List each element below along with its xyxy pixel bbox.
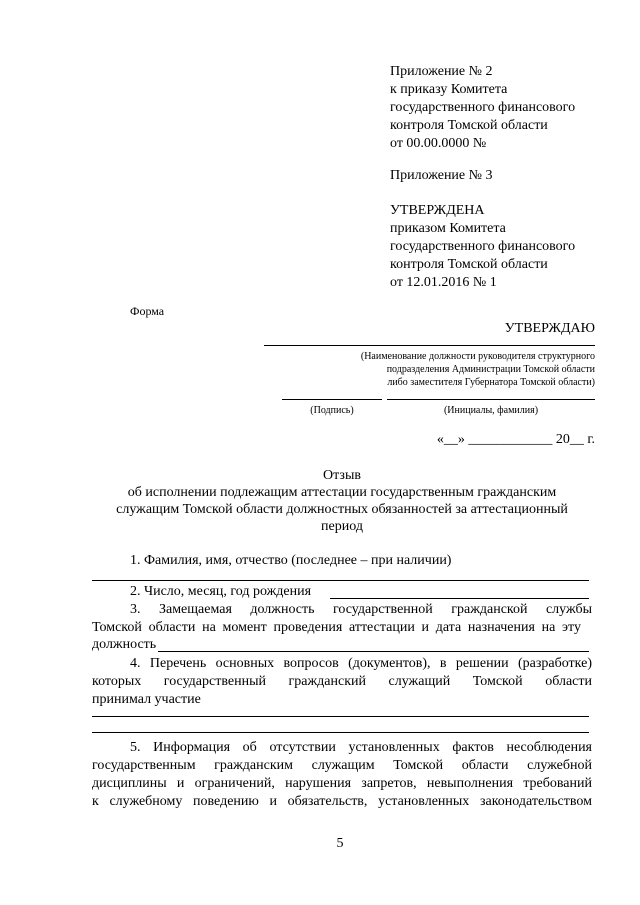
title-line: служащим Томской области должностных обязанностей за аттестационный: [116, 502, 568, 517]
item-4-fill-line: [92, 732, 589, 733]
approval-heading: УТВЕРЖДАЮ: [504, 321, 595, 336]
item-5-line: к служебному поведению и обязательств, установленных законодательством: [92, 794, 592, 809]
item-2-fill-line: [330, 598, 589, 599]
item-3-line: 3. Замещаемая должность государственной гражданской службы: [130, 602, 592, 617]
item-4-fill-line: [92, 716, 589, 717]
item-4-line: 4. Перечень основных вопросов (документов), в решении (разработке): [130, 656, 592, 671]
item-4-line: которых государственный гражданский служащий Томской области: [92, 674, 592, 689]
title-line: период: [321, 519, 363, 534]
appendix-2-title: Приложение № 2: [390, 64, 493, 79]
item-5-line: 5. Информация об отсутствии установленных фактов несоблюдения: [130, 740, 592, 755]
item-1-fill-line: [92, 580, 589, 581]
item-3-line: должность: [92, 637, 157, 652]
approval-date: «__» ____________ 20__ г.: [436, 432, 595, 447]
position-caption: подразделения Администрации Томской области: [386, 364, 595, 375]
appendix-2-date: от 00.00.0000 №: [390, 136, 487, 151]
appendix-2-line: к приказу Комитета: [390, 82, 508, 97]
item-2-label: 2. Число, месяц, год рождения: [130, 584, 312, 599]
appendix-2-line: государственного финансового: [390, 100, 576, 115]
appendix-3-line: приказом Комитета: [390, 221, 506, 236]
signature-line: [282, 399, 382, 400]
item-3-fill-line: [158, 651, 589, 652]
approved-heading: УТВЕРЖДЕНА: [390, 203, 485, 218]
signature-caption: (Подпись): [310, 405, 354, 416]
item-3-line: Томской области на момент проведения аттестации и дата назначения на эту: [92, 620, 581, 635]
item-5-line: государственным гражданским служащим Томской области служебной: [92, 758, 592, 773]
position-caption: (Наименование должности руководителя структурного: [360, 351, 595, 362]
appendix-3-line: контроля Томской области: [390, 257, 548, 272]
appendix-3-title: Приложение № 3: [390, 168, 493, 183]
item-1-label: 1. Фамилия, имя, отчество (последнее – при наличии): [130, 553, 452, 568]
position-caption: либо заместителя Губернатора Томской области): [387, 377, 595, 388]
name-line: [387, 399, 595, 400]
title-line: Отзыв: [323, 468, 361, 483]
page-number: 5: [336, 836, 344, 851]
form-label: Форма: [130, 304, 165, 318]
position-line: [264, 345, 595, 346]
appendix-3-line: государственного финансового: [390, 239, 576, 254]
appendix-2-line: контроля Томской области: [390, 118, 548, 133]
name-caption: (Инициалы, фамилия): [443, 405, 539, 416]
appendix-3-date: от 12.01.2016 № 1: [390, 275, 497, 290]
item-4-line: принимал участие: [92, 692, 201, 707]
title-line: об исполнении подлежащим аттестации государственным гражданским: [127, 485, 557, 500]
item-5-line: дисциплины и ограничений, нарушения запретов, невыполнения требований: [92, 776, 592, 791]
